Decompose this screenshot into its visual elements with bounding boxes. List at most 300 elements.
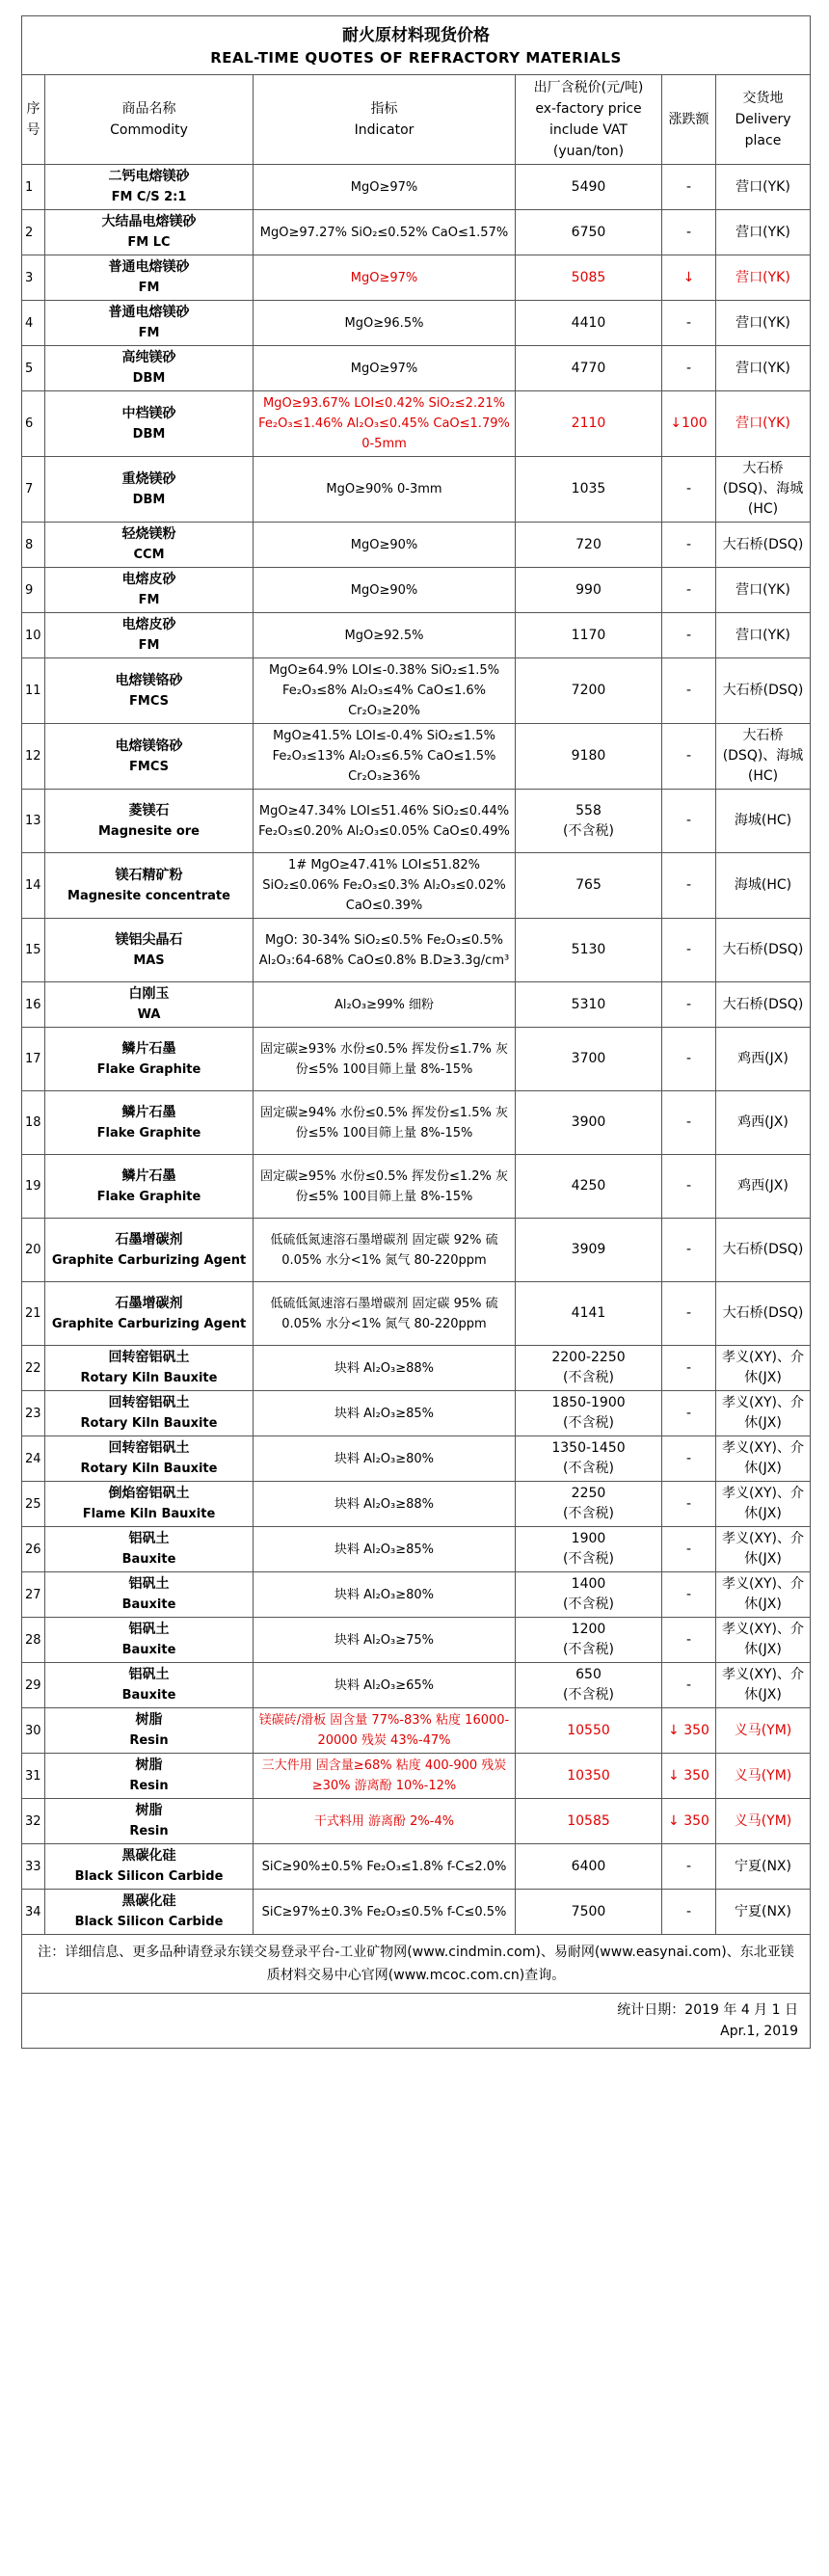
indicator-cell: 块料 Al₂O₃≥85% [254,1391,516,1436]
price-value: 4410 [571,314,606,331]
commodity-cell [45,1346,254,1391]
row-number: 24 [22,1436,45,1482]
indicator-cell: 块料 Al₂O₃≥88% [254,1346,516,1391]
delivery-cell: 大石桥(DSQ) [716,982,811,1028]
price-cell [516,982,662,1028]
table-row [22,1391,811,1436]
price-cell [516,165,662,210]
commodity-cell [45,165,254,210]
stat-date [22,1994,811,2049]
indicator-cell: 1# MgO≥47.41% LOI≤51.82% SiO₂≤0.06% Fe₂O₃≤0.3% Al₂O₃≤0.02% CaO≤0.39% [254,853,516,919]
indicator-cell: 块料 Al₂O₃≥75% [254,1618,516,1663]
commodity-cell [45,1663,254,1708]
table-row [22,1527,811,1572]
price-value: 990 [575,581,602,598]
price-cell [516,391,662,457]
commodity-cell [45,1091,254,1155]
price-cell [516,210,662,255]
commodity-cn: 电熔皮砂 [121,572,176,587]
commodity-cell [45,919,254,982]
price-value: 1350-1450 [551,1440,626,1456]
change-cell: - [662,165,716,210]
row-number: 19 [22,1155,45,1219]
commodity-en: DBM [132,426,166,442]
header-change-cn: 涨跌额 [668,112,709,127]
indicator-cell: MgO≥97% [254,255,516,301]
table-row [22,255,811,301]
commodity-en: FM LC [127,235,171,250]
price-cell [516,1799,662,1844]
commodity-cn: 黑碳化硅 [121,1848,176,1864]
price-cell [516,790,662,853]
table-row [22,1572,811,1618]
delivery-cell: 大石桥(DSQ) [716,658,811,724]
table-row [22,1155,811,1219]
commodity-en: Flake Graphite [96,1125,201,1140]
price-value: 3909 [571,1242,606,1257]
row-number: 22 [22,1346,45,1391]
row-number: 29 [22,1663,45,1708]
change-cell: - [662,523,716,568]
table-row [22,210,811,255]
price-cell [516,1663,662,1708]
commodity-en: Rotary Kiln Bauxite [80,1462,218,1476]
table-row [22,1028,811,1091]
footer-note: 注：详细信息、更多品种请登录东镁交易登录平台-工业矿物网(www.cindmin.com)、易耐网(www.easynai.com)、东北亚镁质材料交易中心官网(www.mcoc.com.cn)查询。 [22,1935,811,1994]
commodity-en: Graphite Carburizing Agent [51,1316,247,1331]
price-cell [516,1028,662,1091]
price-value: 2110 [571,416,606,431]
table-row [22,1708,811,1754]
price-value: 1900 [571,1531,606,1546]
change-cell: - [662,1219,716,1282]
change-cell: - [662,1618,716,1663]
price-note: (不含税) [563,1461,614,1476]
table-row [22,457,811,523]
commodity-cn: 树脂 [135,1758,163,1773]
commodity-en: Resin [129,1733,169,1748]
delivery-cell: 营口(YK) [716,568,811,613]
header-delivery-cn: 交货地 [742,91,784,106]
header-delivery [716,75,811,165]
row-number: 9 [22,568,45,613]
delivery-cell: 鸡西(JX) [716,1091,811,1155]
price-note: (不含税) [563,822,614,839]
commodity-cell [45,1572,254,1618]
row-number: 23 [22,1391,45,1436]
change-cell: - [662,853,716,919]
indicator-cell: 干式料用 游离酚 2%-4% [254,1799,516,1844]
indicator-cell: SiC≥90%±0.5% Fe₂O₃≤1.8% f-C≤2.0% [254,1844,516,1890]
table-row [22,1890,811,1935]
commodity-cell [45,613,254,658]
commodity-cell [45,1708,254,1754]
change-cell: - [662,1482,716,1527]
change-cell: - [662,210,716,255]
commodity-cn: 普通电熔镁砂 [108,305,190,320]
change-cell: ↓ [662,255,716,301]
change-cell: - [662,1282,716,1346]
row-number: 30 [22,1708,45,1754]
footer-row [22,1935,811,1994]
row-number: 31 [22,1754,45,1799]
price-value: 720 [575,536,602,552]
table-body [22,165,811,1935]
commodity-cell [45,210,254,255]
commodity-cell [45,790,254,853]
delivery-cell: 宁夏(NX) [716,1890,811,1935]
row-number: 15 [22,919,45,982]
stat-date-cn: 统计日期：2019 年 4 月 1 日 [617,2002,798,2018]
row-number: 27 [22,1572,45,1618]
row-number: 12 [22,724,45,790]
commodity-en: Rotary Kiln Bauxite [80,1371,218,1385]
indicator-cell: 固定碳≥95% 水份≤0.5% 挥发份≤1.2% 灰份≤5% 100目筛上量 8%-15% [254,1155,516,1219]
commodity-en: DBM [132,371,166,386]
commodity-en: FMCS [129,693,169,709]
indicator-cell: 块料 Al₂O₃≥65% [254,1663,516,1708]
table-row [22,1436,811,1482]
change-cell: - [662,346,716,391]
price-cell [516,1391,662,1436]
indicator-cell: 镁碳砖/滑板 固含量 77%-83% 粘度 16000-20000 残炭 43%-47% [254,1708,516,1754]
price-cell [516,1091,662,1155]
price-cell [516,346,662,391]
delivery-cell: 义马(YM) [716,1754,811,1799]
price-value: 558 [575,802,602,818]
indicator-cell: MgO≥90% [254,523,516,568]
commodity-cell [45,391,254,457]
indicator-cell: 块料 Al₂O₃≥88% [254,1482,516,1527]
commodity-en: WA [137,1007,161,1022]
commodity-cell [45,346,254,391]
commodity-cn: 树脂 [135,1803,163,1818]
commodity-en: FMCS [129,759,169,774]
delivery-cell: 鸡西(JX) [716,1155,811,1219]
delivery-cell: 鸡西(JX) [716,1028,811,1091]
header-price-en: ex-factory price include VAT (yuan/ton) [535,101,642,159]
table-row [22,346,811,391]
price-value: 10585 [567,1812,610,1829]
change-cell: - [662,1028,716,1091]
commodity-en: FM [138,326,160,340]
table-row [22,1091,811,1155]
delivery-cell: 孝义(XY)、介休(JX) [716,1572,811,1618]
table-title [22,16,811,75]
commodity-cn: 回转窑铝矾土 [108,1395,190,1410]
price-cell [516,1219,662,1282]
row-number: 16 [22,982,45,1028]
stat-date-en: Apr.1, 2019 [720,2024,798,2039]
commodity-cell [45,853,254,919]
commodity-cell [45,1482,254,1527]
row-number: 3 [22,255,45,301]
commodity-en: Magnesite concentrate [67,888,230,903]
header-price-cn: 出厂含税价(元/吨) [533,80,644,95]
commodity-en: Flake Graphite [96,1061,201,1077]
indicator-cell: MgO≥96.5% [254,301,516,346]
indicator-cell: MgO: 30-34% SiO₂≤0.5% Fe₂O₃≤0.5% Al₂O₃:64-68% CaO≤0.8% B.D≥3.3g/cm³ [254,919,516,982]
commodity-cn: 铝矾土 [128,1576,170,1592]
indicator-cell: MgO≥97% [254,346,516,391]
indicator-cell: MgO≥41.5% LOI≤-0.4% SiO₂≤1.5% Fe₂O₃≤13% Al₂O₃≤6.5% CaO≤1.5% Cr₂O₃≥36% [254,724,516,790]
commodity-cell [45,457,254,523]
change-cell: ↓ 350 [662,1708,716,1754]
price-cell [516,568,662,613]
price-value: 1850-1900 [551,1395,626,1410]
row-number: 32 [22,1799,45,1844]
price-note: (不含税) [563,1642,614,1657]
price-note: (不含税) [563,1506,614,1521]
commodity-cell [45,1155,254,1219]
indicator-cell: 固定碳≥94% 水份≤0.5% 挥发份≤1.5% 灰份≤5% 100目筛上量 8%-15% [254,1091,516,1155]
commodity-cell [45,1618,254,1663]
delivery-cell: 孝义(XY)、介休(JX) [716,1527,811,1572]
title-row [22,16,811,75]
delivery-cell: 孝义(XY)、介休(JX) [716,1663,811,1708]
row-number: 28 [22,1618,45,1663]
delivery-cell: 孝义(XY)、介休(JX) [716,1391,811,1436]
price-value: 650 [575,1667,602,1682]
table-row [22,1282,811,1346]
price-cell [516,1844,662,1890]
commodity-cn: 电熔镁铬砂 [115,672,183,688]
header-price [516,75,662,165]
commodity-en: Bauxite [121,1552,176,1567]
row-number: 20 [22,1219,45,1282]
indicator-cell: MgO≥64.9% LOI≤-0.38% SiO₂≤1.5% Fe₂O₃≤8% Al₂O₃≤4% CaO≤1.6% Cr₂O₃≥20% [254,658,516,724]
commodity-cell [45,1799,254,1844]
commodity-en: Flame Kiln Bauxite [82,1507,216,1521]
commodity-cn: 中档镁砂 [121,405,176,421]
commodity-cell [45,1436,254,1482]
delivery-cell: 大石桥(DSQ) [716,1219,811,1282]
header-indicator-cn: 指标 [370,101,398,117]
row-number: 7 [22,457,45,523]
change-cell: - [662,919,716,982]
table-row [22,1844,811,1890]
commodity-en: FM [138,281,160,295]
table-row [22,724,811,790]
indicator-cell: MgO≥93.67% LOI≤0.42% SiO₂≤2.21% Fe₂O₃≤1.46% Al₂O₃≤0.45% CaO≤1.79% 0-5mm [254,391,516,457]
price-cell [516,1890,662,1935]
row-number: 21 [22,1282,45,1346]
change-cell: - [662,790,716,853]
table-row [22,568,811,613]
delivery-cell: 营口(YK) [716,346,811,391]
commodity-cn: 二钙电熔镁砂 [108,169,190,184]
commodity-cell [45,1219,254,1282]
row-number: 4 [22,301,45,346]
header-commodity [45,75,254,165]
commodity-cell [45,1282,254,1346]
row-number: 5 [22,346,45,391]
price-cell [516,1346,662,1391]
change-cell: - [662,658,716,724]
price-note: (不含税) [563,1415,614,1431]
commodity-cn: 镁石精矿粉 [115,867,183,883]
commodity-en: FM [138,638,160,653]
price-value: 765 [575,877,602,893]
commodity-cell [45,724,254,790]
change-cell: ↓100 [662,391,716,457]
delivery-cell: 营口(YK) [716,301,811,346]
row-number: 34 [22,1890,45,1935]
price-value: 1400 [571,1576,606,1592]
row-number: 13 [22,790,45,853]
commodity-cell [45,523,254,568]
price-value: 7200 [571,683,606,698]
change-cell: - [662,1155,716,1219]
price-cell [516,1282,662,1346]
price-cell [516,724,662,790]
price-note: (不含税) [563,1597,614,1612]
change-cell: - [662,568,716,613]
row-number: 14 [22,853,45,919]
commodity-cn: 石墨增碳剂 [115,1295,183,1311]
price-cell [516,1754,662,1799]
commodity-en: Bauxite [121,1688,176,1703]
price-value: 10550 [567,1722,610,1738]
commodity-cell [45,658,254,724]
table-row [22,1799,811,1844]
price-cell [516,613,662,658]
row-number: 26 [22,1527,45,1572]
indicator-cell: 块料 Al₂O₃≥85% [254,1527,516,1572]
change-cell: - [662,1663,716,1708]
delivery-cell: 大石桥(DSQ) [716,523,811,568]
price-value: 7500 [571,1903,606,1919]
delivery-cell: 孝义(XY)、介休(JX) [716,1436,811,1482]
table-row [22,613,811,658]
commodity-cn: 白刚玉 [128,986,170,1002]
indicator-cell: MgO≥92.5% [254,613,516,658]
title-cn: 耐火原材料现货价格 [342,26,490,45]
commodity-en: Flake Graphite [96,1189,201,1204]
delivery-cell: 营口(YK) [716,210,811,255]
price-value: 4770 [571,360,606,376]
price-sheet [21,15,810,2049]
commodity-cn: 电熔皮砂 [121,617,176,632]
header-commodity-en: Commodity [110,122,188,138]
price-cell [516,1708,662,1754]
commodity-en: Rotary Kiln Bauxite [80,1416,218,1431]
row-number: 33 [22,1844,45,1890]
commodity-cn: 高纯镁砂 [121,350,176,365]
delivery-cell: 孝义(XY)、介休(JX) [716,1482,811,1527]
delivery-cell: 大石桥(DSQ) [716,1282,811,1346]
header-commodity-cn: 商品名称 [121,101,176,117]
price-cell [516,523,662,568]
commodity-cell [45,1391,254,1436]
indicator-cell: 低硫低氮速溶石墨增碳剂 固定碳 95% 硫 0.05% 水分<1% 氮气 80-220ppm [254,1282,516,1346]
table-row [22,1754,811,1799]
commodity-cell [45,1754,254,1799]
commodity-cell [45,255,254,301]
row-number: 10 [22,613,45,658]
price-value: 3700 [571,1051,606,1066]
price-cell [516,1436,662,1482]
table-row [22,165,811,210]
table-row [22,1219,811,1282]
commodity-en: Resin [129,1779,169,1793]
row-number: 11 [22,658,45,724]
commodity-en: FM C/S 2:1 [111,190,187,204]
header-delivery-en: Delivery place [735,112,791,148]
table-row [22,523,811,568]
indicator-cell: 固定碳≥93% 水份≤0.5% 挥发份≤1.7% 灰份≤5% 100目筛上量 8%-15% [254,1028,516,1091]
table-row [22,853,811,919]
change-cell: - [662,613,716,658]
table-row [22,1663,811,1708]
header-indicator-en: Indicator [354,122,414,138]
commodity-cell [45,1527,254,1572]
table-row [22,391,811,457]
commodity-en: Resin [129,1824,169,1838]
delivery-cell: 营口(YK) [716,391,811,457]
price-value: 10350 [567,1767,610,1784]
price-value: 4141 [571,1305,606,1321]
row-number: 25 [22,1482,45,1527]
delivery-cell: 海城(HC) [716,790,811,853]
delivery-cell: 营口(YK) [716,613,811,658]
price-value: 5085 [571,269,606,285]
delivery-cell: 义马(YM) [716,1799,811,1844]
commodity-cn: 回转窑铝矾土 [108,1440,190,1456]
price-cell [516,457,662,523]
price-value: 1035 [571,481,606,496]
price-cell [516,1155,662,1219]
price-cell [516,919,662,982]
commodity-en: FM [138,593,160,607]
commodity-en: Black Silicon Carbide [74,1869,224,1884]
indicator-cell: MgO≥90% 0-3mm [254,457,516,523]
commodity-en: Bauxite [121,1643,176,1657]
delivery-cell: 大石桥(DSQ)、海城(HC) [716,724,811,790]
change-cell: - [662,1890,716,1935]
price-value: 2250 [571,1486,606,1501]
commodity-cn: 普通电熔镁砂 [108,259,190,275]
table-row [22,982,811,1028]
change-cell: - [662,457,716,523]
commodity-en: CCM [133,548,165,562]
commodity-cn: 鳞片石墨 [121,1167,176,1184]
price-value: 5310 [571,996,606,1012]
price-value: 6400 [571,1858,606,1874]
commodity-cell [45,982,254,1028]
table-row [22,790,811,853]
indicator-cell: MgO≥90% [254,568,516,613]
change-cell: - [662,1346,716,1391]
commodity-en: MAS [133,953,165,968]
change-cell: - [662,724,716,790]
change-cell: - [662,1572,716,1618]
table-row [22,1346,811,1391]
price-cell [516,853,662,919]
row-number: 8 [22,523,45,568]
price-cell [516,1482,662,1527]
row-number: 1 [22,165,45,210]
table-row [22,301,811,346]
commodity-cell [45,568,254,613]
commodity-cn: 镁铝尖晶石 [115,931,183,948]
commodity-cell [45,1844,254,1890]
price-note: (不含税) [563,1551,614,1567]
row-number: 2 [22,210,45,255]
indicator-cell: 块料 Al₂O₃≥80% [254,1572,516,1618]
commodity-cn: 黑碳化硅 [121,1893,176,1909]
commodity-cn: 电熔镁铬砂 [115,738,183,754]
